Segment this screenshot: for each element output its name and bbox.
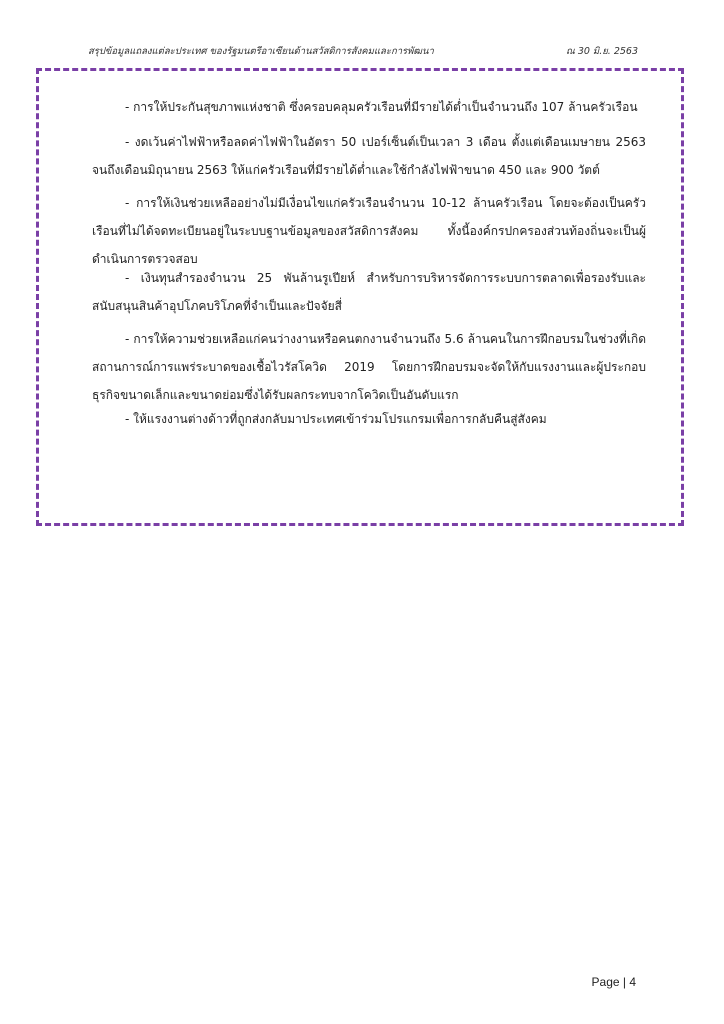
header-title: สรุปข้อมูลแถลงแต่ละประเทศ ของรัฐมนตรีอาเซียนด้านสวัสดิการสังคมและการพัฒนา bbox=[88, 46, 434, 57]
page-number: Page | 4 bbox=[591, 975, 636, 989]
page-header bbox=[88, 44, 638, 59]
list-item: - งดเว้นค่าไฟฟ้าหรือลดค่าไฟฟ้าในอัตรา 50 เปอร์เซ็นต์เป็นเวลา 3 เดือน ตั้งแต่เดือนเมษายน 2563 จนถึงเดือนมิถุนายน 2563 ให้แก่ครัวเรือนที่มีรายได้ต่ำและใช้กำลังไฟฟ้าขนาด 450 และ 900 วัตต์ bbox=[92, 135, 646, 177]
header-date: ณ 30 มิ.ย. 2563 bbox=[565, 46, 638, 57]
list-item: - การให้ประกันสุขภาพแห่งชาติ ซึ่งครอบคลุมครัวเรือนที่มีรายได้ต่ำเป็นจำนวนถึง 107 ล้านครัวเรือน bbox=[125, 100, 638, 114]
list-item: - ให้แรงงานต่างด้าวที่ถูกส่งกลับมาประเทศเข้าร่วมโปรแกรมเพื่อการกลับคืนสู่สังคม bbox=[125, 412, 547, 426]
list-item: - การให้เงินช่วยเหลืออย่างไม่มีเงื่อนไขแก่ครัวเรือนจำนวน 10-12 ล้านครัวเรือน โดยจะต้องเป็นครัวเรือนที่ไม่ได้จดทะเบียนอยู่ในระบบฐานข้อมูลของสวัสดิการสังคม ทั้งนี้องค์กรปกครองส่วนท้องถิ่นจะเป็นผู้ดำเนินการตรวจสอบ bbox=[92, 196, 646, 266]
list-item: - เงินทุนสำรองจำนวน 25 พันล้านรูเปียห์ สำหรับการบริหารจัดการระบบการตลาดเพื่อรองรับและสนับสนุนสินค้าอุปโภคบริโภคที่จำเป็นและปัจจัยสี่ bbox=[92, 271, 646, 313]
content-box bbox=[36, 68, 684, 526]
list-item: - การให้ความช่วยเหลือแก่คนว่างงานหรือคนตกงานจำนวนถึง 5.6 ล้านคนในการฝึกอบรมในช่วงที่เกิดสถานการณ์การแพร่ระบาดของเชื้อไวรัสโควิด 2019 โดยการฝึกอบรมจะจัดให้กับแรงงานและผู้ประกอบธุรกิจขนาดเล็กและขนาดย่อมซึ่งได้รับผลกระทบจากโควิดเป็นอันดับแรก bbox=[92, 332, 646, 402]
